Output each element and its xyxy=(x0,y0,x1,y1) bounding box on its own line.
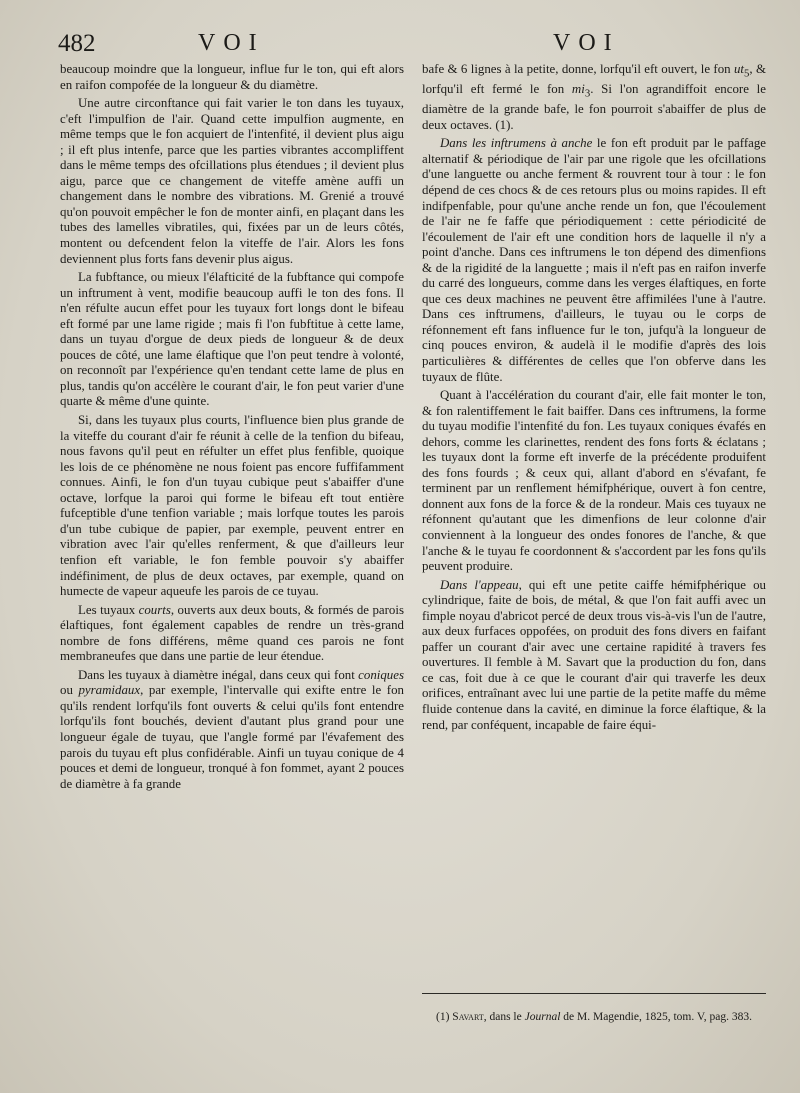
italic-term: Dans l'appeau xyxy=(440,577,519,592)
running-head-right: VOI xyxy=(553,30,620,56)
paragraph: Si, dans les tuyaux plus courts, l'influence bien plus grande de la viteffe du courant d'air fe réunit à celle de la tenfion du bifeau, nous favons qu'il peut en réfulter un effet plus fenfible, quoique les lois de ce phénomène ne nous foient pas encore fuffifamment connues. Ainfi, le fon d'un tuyau cubique peut s'abaiffer d'une octave, lorfque la paroi qui forme le bifeau eft tout entière fufceptible d'une tenfion variable ; mais lorfque toutes les parois d'un tube cubique de papier, par exemple, peuvent entrer en vibration avec l'air qu'elles renferment, & que d'ailleurs leur tenfion eft variable, le fon femble pouvoir s'y abaiffer indéfiniment, de plus de deux octaves, par exemple, quand on humecte de vapeur aqueufe les parois de ce tuyau. xyxy=(60,413,404,599)
paragraph: Une autre circonftance qui fait varier le ton dans les tuyaux, c'eft l'impulfion de l'air. Quand cette impulfion augmente, en même temps que le fon acquiert de l'intenfité, il devient plus aigu ; il eft plus intenfe, parce que les parties vibrantes accompliffent dans le même temps des ofcillations plus étendues ; il devient plus aigu, parce que ce changement de viteffe amène auffi un changement dans le nombre des vibrations. M. Grenié a trouvé qu'on pouvoit empêcher le fon de monter ainfi, en plaçant dans les tubes des lamelles vibratiles, qui, fixées par un de leurs côtés, montent ou defcendent felon la viteffe de l'air. Alors les fons deviennent plus forts fans devenir plus aigus. xyxy=(60,96,404,266)
running-head-left: VOI xyxy=(198,30,265,56)
italic-term: pyramidaux xyxy=(78,683,141,698)
text-run: , & lorfqu'il eft fermé le fon xyxy=(422,62,766,97)
text-run: bafe & 6 lignes à la petite, donne, lorfqu'il eft ouvert, le fon xyxy=(422,62,734,76)
text-run: , ouverts aux deux bouts, & formés de parois élaftiques, font également capables de rendre un très-grand nombre de fons différens, même quand ces parois ne font membraneufes que dans une partie de leur étendue. xyxy=(60,602,404,664)
paragraph xyxy=(422,578,766,733)
text-run: ou xyxy=(60,683,79,698)
text-run: Dans les tuyaux à diamètre inégal, dans ceux qui font xyxy=(78,667,359,682)
subscript: 3 xyxy=(584,87,591,100)
text-run: Les tuyaux xyxy=(78,602,139,617)
text-run: . Si l'on agrandiffoit encore le diamètre de la grande bafe, le fon pourroit s'abaiffer de plus de deux octaves. (1). xyxy=(422,82,766,132)
footnote-author: Savart xyxy=(452,1011,484,1023)
paragraph xyxy=(60,603,404,665)
italic-term: coniques xyxy=(358,667,404,682)
paragraph: Quant à l'accélération du courant d'air, elle fait monter le ton, & fon ralentiffement le fait baiffer. Dans ces inftrumens, la forme du tuyau modifie l'intenfité du fon. Les tuyaux coniques évafés en dehors, comme les clarinettes, rendent des fons forts & éclatans ; les tuyaux dont la forme eft inverfe de la précédente produifent des fons fourds ; & ceux qui, allant d'abord en s'évafant, fe terminent par un renflement hémifphérique, ouvert à fon centre, donnent aux fons de la force & de la rondeur. Mais ces tuyaux ne réfonnent qu'autant que les dimenfions de leur colonne d'air conviennent à la longueur des ondes fonores de l'anche, & que l'anche & le tuyau fe coordonnent & s'accordent par les fons qu'ils peuvent produire. xyxy=(422,388,766,574)
subscript: 5 xyxy=(744,67,750,80)
italic-term: courts xyxy=(138,602,171,617)
text-columns xyxy=(60,62,766,972)
paragraph xyxy=(60,668,404,792)
paragraph xyxy=(422,136,766,385)
left-column xyxy=(60,62,404,972)
footnote-marker: (1) xyxy=(436,1011,450,1023)
right-column xyxy=(422,62,766,972)
footnote-journal: Journal xyxy=(524,1011,561,1023)
italic-term: ut xyxy=(733,62,744,76)
footnote-rule xyxy=(422,993,766,994)
page-header xyxy=(58,30,780,60)
paragraph: La fubftance, ou mieux l'élafticité de la fubftance qui compofe un inftrument à vent, modifie beaucoup auffi le ton des fons. Il n'en réfulte aucun effet pour les tuyaux fort longs dont le bifeau eft formé par une lame rigide ; mais fi l'on fubftitue à cette lame, dans un tuyau d'orgue de deux pieds de longueur & de deux pouces de côté, une lame élaftique que l'on peut tendre à volonté, on reconnoît par l'expérience qu'en tendant cette lame de plus en plus, tandis qu'on accélère le courant d'air, le fon peut varier d'une quarte & même d'une quinte. xyxy=(60,270,404,409)
paragraph: beaucoup moindre que la longueur, influe fur le ton, qui eft alors en raifon compofée de la longueur & du diamètre. xyxy=(60,62,404,92)
text-run: , qui eft une petite caiffe hémifphérique ou cylindrique, faite de bois, de métal, & que l'on fait auffi avec un fimple noyau d'abricot percé de deux trous vis-à-vis l'un de l'autre, aux deux furfaces oppofées, on produit des fons divers en faifant paffer un courant d'air avec une certaine rapidité à travers fes ouvertures. Il femble à M. Savart que la production du fon, dans ce cas, foit due à ce que le courant d'air qui traverfe les deux orifices, entraînant avec lui une partie de la petite maffe du même fluide contenue dans la cavité, en diminue la force élaftique, & la rend, par conféquent, incapable de faire équi- xyxy=(422,577,766,732)
footnote-text: de M. Magendie, 1825, tom. V, pag. 383. xyxy=(560,1011,752,1023)
italic-term: Dans les inftrumens à anche xyxy=(440,136,593,151)
text-run: le fon eft produit par le paffage alternatif & périodique de l'air par une rigole que les ofcillations d'une languette ou anche ferment & rouvrent tour à tour : le fon dépend de ces chocs & de ces retours plus ou moins rapides. Il eft indifpenfable, pour qu'une anche rende un fon, que l'écoulement de l'air ne fe faffe que périodiquement : cette périodicité de l'écoulement de l'air eft une condition hors de laquelle il n'y a point d'anche. Dans ces inftrumens le ton dépend des dimenfions & de la rigidité de la languette ; mais il n'eft pas en raifon inverfe du carré des longueurs, comme dans les verges élaftiques, en forte que ces deux machines ne peuvent être affimilées l'une à l'autre. Dans ces inftrumens, d'ailleurs, le tuyau ou le corps de réfonnement eft fans influence fur le ton, jufqu'à la longueur de cinq pouces environ, & audelà il le modifie d'après des lois particulières & différentes de celles que l'on obferve dans les tuyaux de flûte. xyxy=(422,136,766,384)
text-run: , par exemple, l'intervalle qui exifte entre le fon qu'ils rendent lorfqu'ils font ouverts & celui qu'ils font entendre lorfqu'ils font bouchés, devient d'autant plus grand pour une longueur égale de tuyau, que l'angle formé par l'évafement des parois du tuyau eft plus confidérable. Ainfi un tuyau conique de 4 pouces et demi de longueur, tronqué à fon fommet, ayant 2 pouces de diamètre à fa grande xyxy=(60,683,404,791)
paragraph xyxy=(422,62,766,133)
footnote xyxy=(422,1010,766,1024)
italic-term: mi xyxy=(571,82,585,97)
footnote-text: , dans le xyxy=(483,1011,525,1023)
page-number: 482 xyxy=(58,30,96,57)
